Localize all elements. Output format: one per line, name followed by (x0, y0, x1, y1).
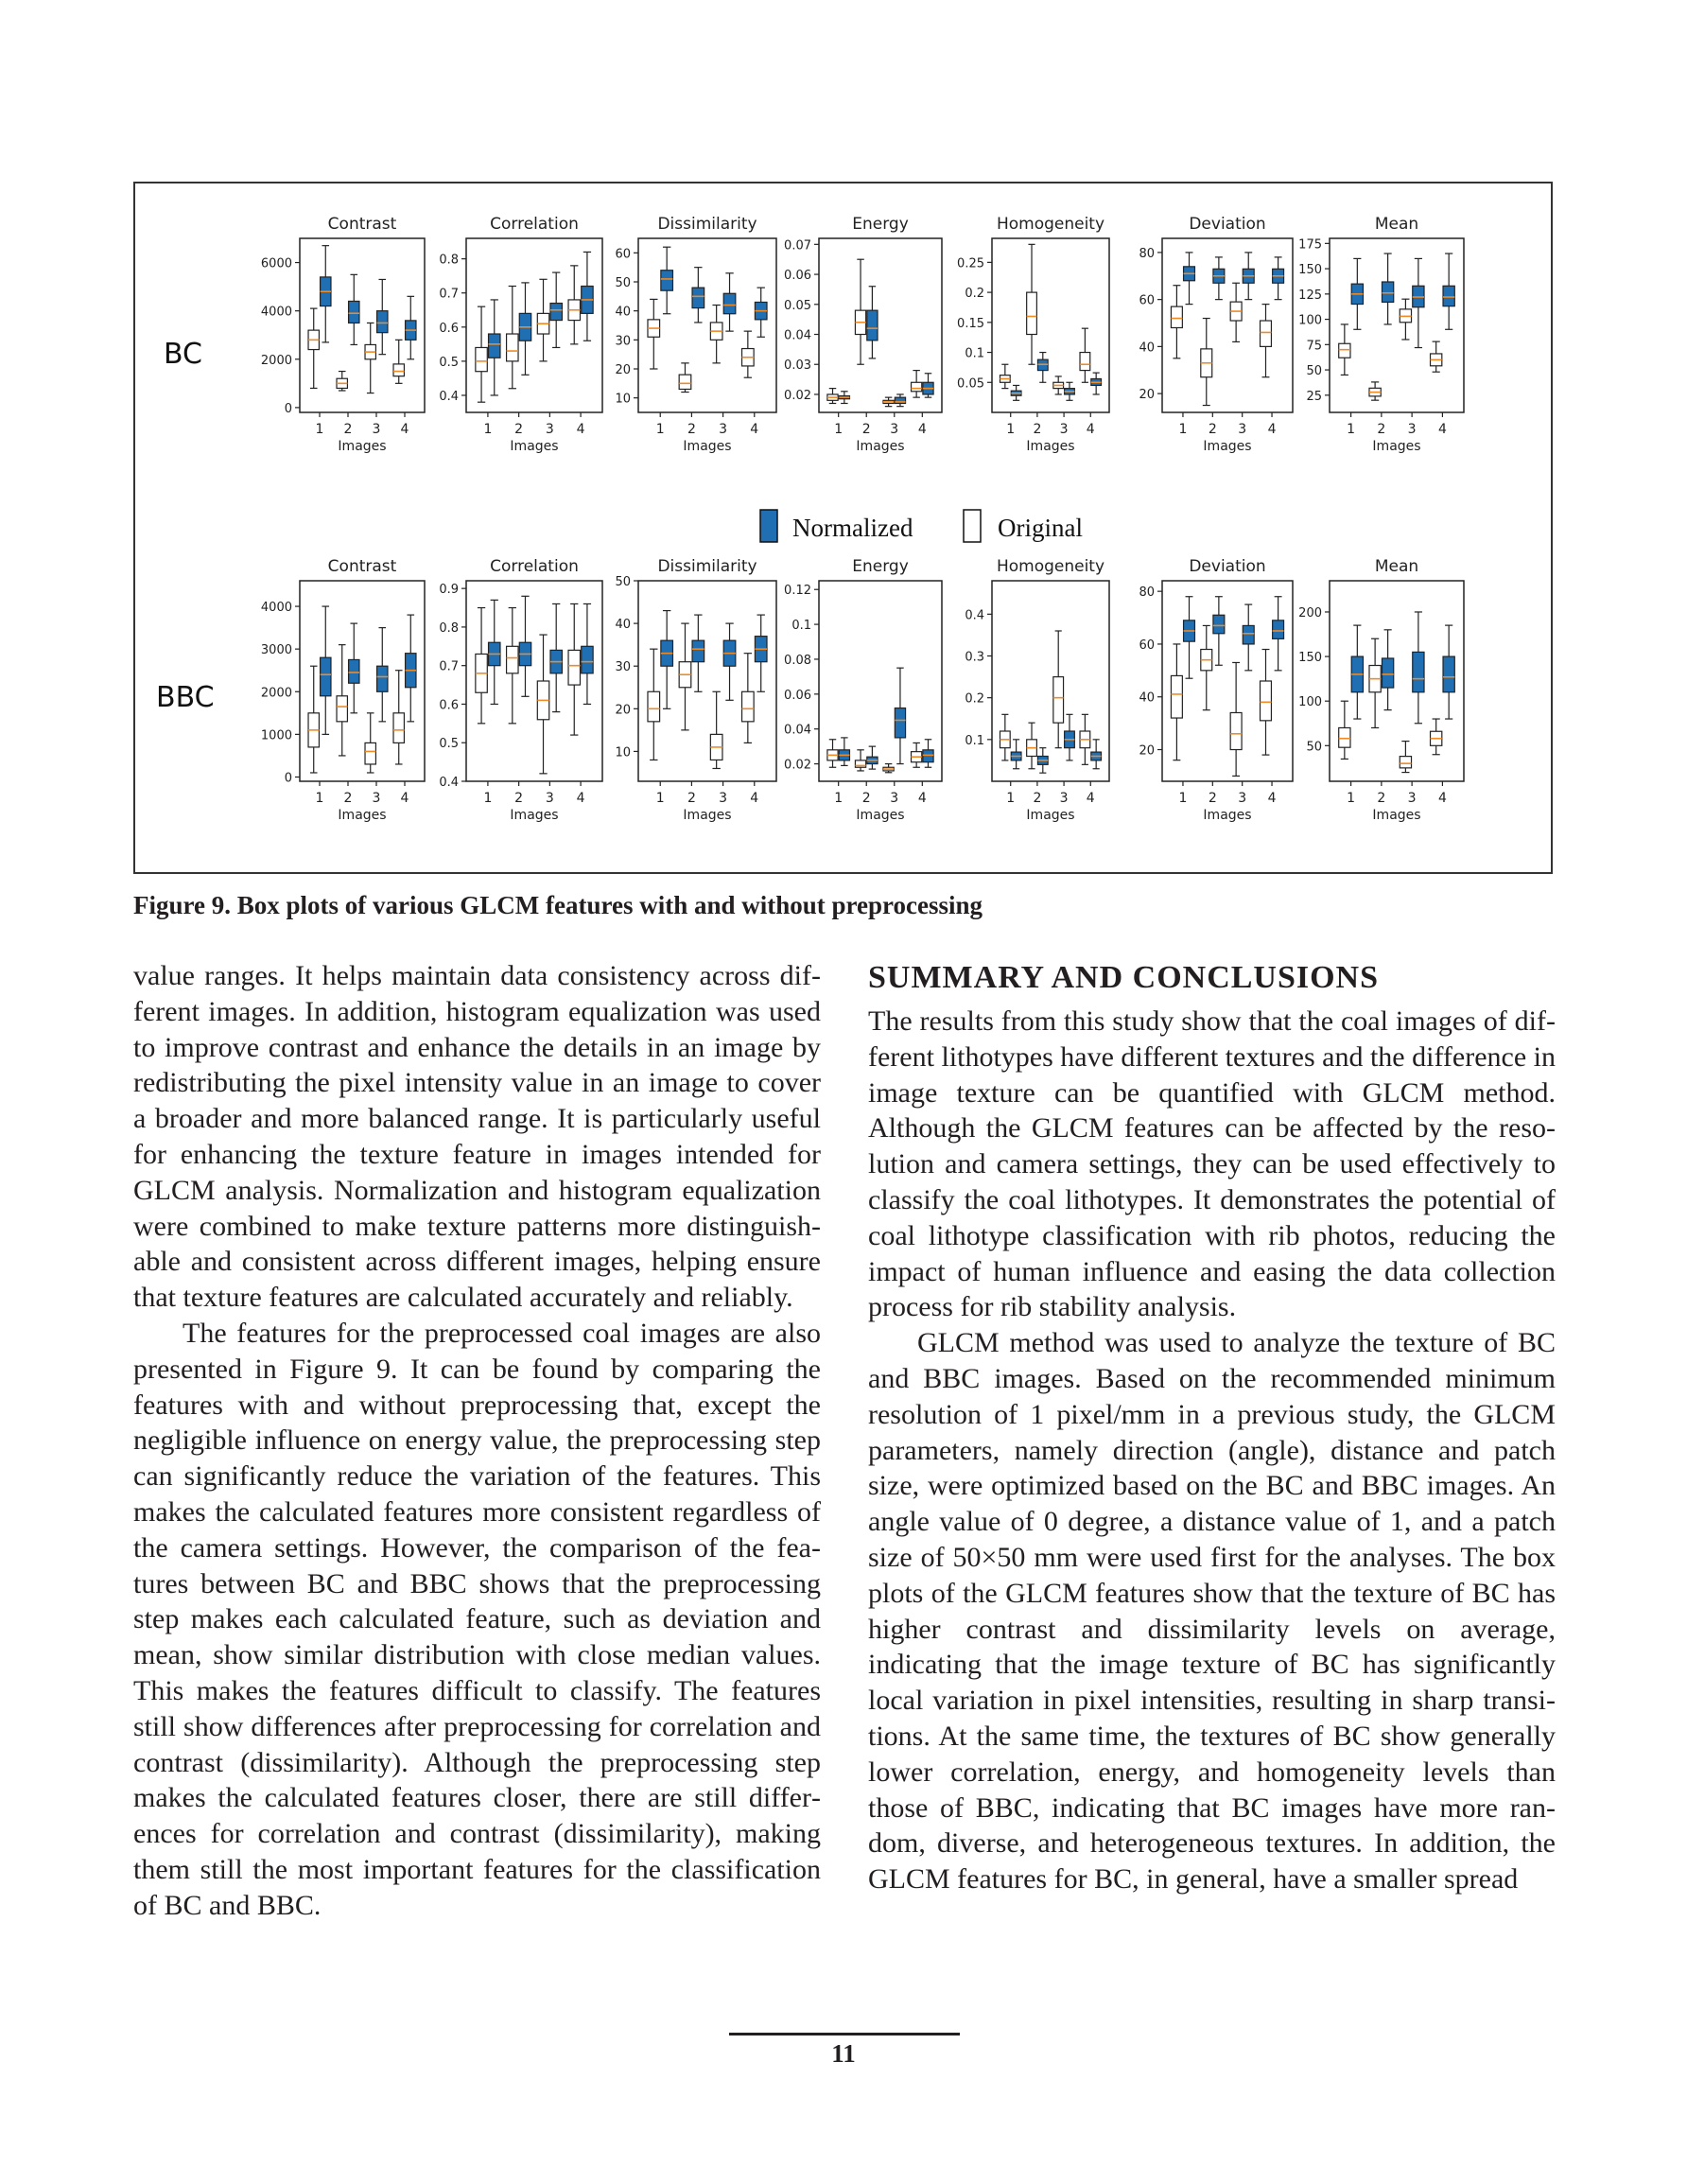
x-tick-label: 4 (400, 791, 409, 806)
row-label-bc: BC (164, 338, 203, 371)
box-body (393, 713, 404, 743)
y-tick-label: 60 (1139, 293, 1155, 308)
box-body (1261, 321, 1272, 346)
y-tick-label: 0.8 (439, 620, 459, 636)
y-tick-label: 0.2 (965, 287, 984, 302)
x-tick-label: 1 (655, 791, 665, 806)
box-body (692, 288, 704, 307)
box-body (1273, 620, 1284, 639)
panel-frame (1330, 238, 1464, 412)
box-body (1443, 656, 1454, 692)
box-body (1171, 675, 1182, 718)
x-tick-label: 1 (655, 422, 665, 437)
y-tick-label: 0.7 (439, 659, 459, 674)
panel-title: Deviation (1189, 557, 1266, 576)
y-tick-label: 6000 (260, 256, 292, 271)
y-tick-label: 0.5 (439, 737, 459, 752)
x-axis-label: Images (856, 808, 905, 823)
x-tick-label: 1 (315, 791, 324, 806)
x-tick-label: 2 (343, 791, 353, 806)
y-tick-label: 3000 (260, 643, 292, 658)
x-tick-label: 1 (1178, 422, 1188, 437)
x-tick-label: 2 (1208, 422, 1217, 437)
box-body (648, 691, 660, 722)
panel-title: Mean (1374, 215, 1419, 234)
body-left-column (133, 958, 821, 1924)
panel-bbc-mean (1298, 557, 1464, 823)
x-tick-label: 3 (1238, 422, 1247, 437)
y-tick-label: 4000 (260, 305, 292, 320)
y-tick-label: 10 (615, 745, 631, 760)
x-tick-label: 4 (1267, 422, 1277, 437)
legend-normalized-label: Normalized (792, 514, 913, 542)
y-tick-label: 0.7 (439, 287, 459, 302)
x-tick-label: 4 (1267, 791, 1277, 806)
y-tick-label: 50 (615, 575, 631, 589)
page-number: 11 (831, 2039, 856, 2068)
y-tick-label: 0.04 (784, 328, 811, 343)
x-axis-label: Images (1203, 439, 1252, 454)
box-body (867, 310, 878, 341)
panel-title: Energy (852, 215, 909, 234)
x-tick-label: 1 (834, 791, 844, 806)
y-tick-label: 0.1 (965, 346, 984, 361)
y-tick-label: 50 (1306, 740, 1322, 755)
x-tick-label: 3 (1238, 791, 1247, 806)
left-paragraph-2: The features for the preprocessed coal images are also presented in Figure 9. It can be found by comparing the features with and without preprocessing that, except the negligible influence on energy value, the preprocessing step can significantly reduce the variation of the features. This makes the calculated features more consistent regardless of the camera settings. However, the comparison of the features between BC and BBC shows that the preprocessing step makes each calculated feature, such as deviation and mean, show similar distribution with close median values. This makes the features difficult to classify. The features still show differences after preprocessing for correlation and contrast (dissimilarity). Although the preprocessing step makes the calculated features closer, there are still differences for correlation and contrast (dissimilarity), making them still the most important features for the classification of BC and BBC. (133, 1317, 821, 1921)
x-tick-label: 2 (861, 791, 871, 806)
box-body (742, 691, 755, 722)
panel-frame (992, 581, 1109, 781)
y-tick-label: 0.4 (439, 776, 459, 790)
panel-title: Homogeneity (996, 557, 1105, 576)
y-tick-label: 0.1 (791, 619, 811, 634)
panel-frame (992, 238, 1109, 412)
y-tick-label: 0.2 (965, 691, 984, 707)
x-tick-label: 3 (1059, 422, 1069, 437)
y-tick-label: 0.08 (784, 653, 811, 668)
y-tick-label: 0 (284, 771, 292, 786)
y-tick-label: 20 (615, 363, 631, 377)
y-tick-label: 25 (1306, 389, 1322, 404)
y-tick-label: 0.25 (957, 256, 984, 271)
x-tick-label: 4 (1086, 422, 1095, 437)
y-tick-label: 80 (1139, 246, 1155, 261)
panel-bc-deviation (1139, 215, 1293, 454)
x-tick-label: 4 (917, 791, 927, 806)
y-tick-label: 100 (1298, 695, 1322, 710)
panel-bbc-deviation (1139, 557, 1293, 823)
panel-bbc-energy (784, 557, 942, 823)
y-tick-label: 30 (615, 334, 631, 349)
x-tick-label: 3 (1407, 422, 1417, 437)
x-axis-label: Images (338, 808, 387, 823)
box-body (895, 708, 905, 738)
box-body (1053, 677, 1064, 724)
box-body (337, 696, 347, 722)
y-tick-label: 10 (615, 392, 631, 407)
y-tick-label: 150 (1298, 651, 1322, 666)
y-tick-label: 0.1 (965, 733, 984, 748)
box-body (1382, 282, 1393, 302)
y-tick-label: 20 (1139, 388, 1155, 403)
panel-title: Correlation (490, 557, 579, 576)
y-tick-label: 0.05 (784, 298, 811, 313)
x-tick-label: 3 (545, 791, 554, 806)
y-tick-label: 40 (615, 618, 631, 633)
box-body (1213, 615, 1225, 634)
x-tick-label: 1 (1347, 422, 1356, 437)
x-tick-label: 4 (1086, 791, 1095, 806)
x-tick-label: 4 (400, 422, 409, 437)
panel-bc-homogeneity (957, 215, 1109, 454)
box-body (507, 646, 518, 673)
row-label-bbc: BBC (156, 681, 215, 714)
panel-bc-contrast (261, 215, 425, 454)
box-body (692, 640, 704, 662)
legend-original-swatch (964, 510, 981, 542)
y-tick-label: 0.05 (957, 376, 984, 392)
y-tick-label: 125 (1298, 288, 1322, 303)
x-tick-label: 4 (1437, 422, 1447, 437)
figure-legend (760, 510, 1083, 542)
x-tick-label: 4 (1437, 791, 1447, 806)
y-tick-label: 50 (615, 276, 631, 290)
x-tick-label: 4 (917, 422, 927, 437)
x-tick-label: 4 (750, 791, 759, 806)
y-tick-label: 2000 (260, 353, 292, 368)
x-axis-label: Images (1203, 808, 1252, 823)
legend-original-label: Original (998, 514, 1083, 542)
y-tick-label: 0.3 (965, 650, 984, 665)
y-tick-label: 0.06 (784, 269, 811, 284)
y-tick-label: 60 (615, 247, 631, 262)
x-tick-label: 4 (576, 422, 585, 437)
box-body (476, 347, 487, 371)
box-body (349, 301, 359, 323)
box-body (489, 334, 500, 358)
x-tick-label: 1 (315, 422, 324, 437)
section-heading: SUMMARY AND CONCLUSIONS (868, 960, 1380, 995)
y-tick-label: 80 (1139, 585, 1155, 601)
right-paragraph-1: The results from this study show that the coal images of different lithotypes have different textures and the difference in image texture can be quantified with GLCM method. Although the GLCM features can be affected by the resolution and camera settings, they can be used effectively to classify the coal lithotypes. It demonstrates the potential of coal lithotype classification with rib photos, reducing the impact of human influence and easing the data collection process for rib stability analysis. (868, 1005, 1556, 1323)
body-right-column (868, 958, 1556, 1897)
x-axis-label: Images (338, 439, 387, 454)
footer-rule (729, 2033, 960, 2035)
x-tick-label: 2 (1033, 791, 1042, 806)
y-tick-label: 2000 (260, 686, 292, 701)
y-tick-label: 0.6 (439, 321, 459, 336)
x-tick-label: 3 (372, 791, 381, 806)
y-tick-label: 20 (1139, 743, 1155, 759)
x-tick-label: 3 (1059, 791, 1069, 806)
y-tick-label: 50 (1306, 364, 1322, 379)
x-tick-label: 1 (1347, 791, 1356, 806)
y-tick-label: 0.06 (784, 688, 811, 703)
y-tick-label: 40 (1139, 341, 1155, 356)
y-tick-label: 0.9 (439, 583, 459, 598)
y-tick-label: 0.02 (784, 388, 811, 403)
x-tick-label: 4 (750, 422, 759, 437)
x-tick-label: 2 (1208, 791, 1217, 806)
y-tick-label: 100 (1298, 313, 1322, 328)
box-body (1243, 625, 1254, 644)
panel-frame (638, 581, 776, 781)
x-tick-label: 2 (1377, 422, 1386, 437)
panel-title: Contrast (327, 557, 397, 576)
box-body (923, 750, 933, 762)
left-paragraph-1: value ranges. It helps maintain data consistency across different images. In addition, histogram equalization was used to improve contrast and enhance the details in an image by redistributing the pixel intensity value in an image to cover a broader and more balanced range. It is particularly useful for enhancing the texture feature in images intended for GLCM analysis. Normalization and histogram equalization were combined to make texture patterns more distinguishable and consistent across different images, helping ensure that texture features are calculated accurately and reliably. (133, 960, 821, 1314)
box-body (723, 293, 736, 313)
box-body (1400, 757, 1411, 768)
x-tick-label: 1 (1178, 791, 1188, 806)
panel-bc-correlation (439, 215, 602, 454)
y-tick-label: 0.5 (439, 355, 459, 370)
y-tick-label: 20 (615, 703, 631, 718)
x-axis-label: Images (510, 439, 559, 454)
y-tick-label: 40 (615, 305, 631, 320)
box-body (377, 666, 388, 691)
box-body (365, 743, 375, 764)
y-tick-label: 0.07 (784, 238, 811, 253)
box-body (568, 650, 580, 685)
y-tick-label: 150 (1298, 263, 1322, 278)
panel-bc-energy (784, 215, 942, 454)
y-tick-label: 175 (1298, 237, 1322, 253)
box-body (1027, 292, 1037, 334)
x-tick-label: 2 (1377, 791, 1386, 806)
y-tick-label: 75 (1306, 339, 1322, 354)
figure-frame (133, 182, 1553, 874)
box-body (1080, 353, 1090, 371)
y-tick-label: 0.6 (439, 698, 459, 713)
y-tick-label: 60 (1139, 638, 1155, 653)
panel-title: Dissimilarity (657, 557, 757, 576)
panel-bbc-dissimilarity (615, 557, 776, 823)
x-tick-label: 2 (861, 422, 871, 437)
box-body (1443, 286, 1454, 306)
y-tick-label: 0.03 (784, 358, 811, 374)
panel-bc-mean (1298, 215, 1464, 454)
panel-bc-dissimilarity (615, 215, 776, 454)
x-tick-label: 1 (1006, 791, 1016, 806)
box-body (377, 311, 388, 333)
panel-bbc-correlation (439, 557, 602, 823)
x-axis-label: Images (1372, 439, 1421, 454)
x-tick-label: 2 (687, 422, 696, 437)
right-paragraph-2: GLCM method was used to analyze the texture of BC and BBC images. Based on the recommended minimum resolution of 1 pixel/mm in a previous study, the GLCM parameters, namely direction (angle), distance and patch size, were optimized based on the BC and BBC images. An angle value of 0 degree, a distance value of 1, and a patch size of 50×50 mm were used first for the analyses. The box plots of the GLCM features show that the texture of BC has higher contrast and dissimilarity levels on average, indicating that the image texture of BC has significantly local variation in pixel intensities, resulting in sharp transitions. At the same time, the textures of BC show generally lower correlation, energy, and homogeneity levels than those of BBC, indicating that BC images have more random, diverse, and heterogeneous textures. In addition, the GLCM features for BC, in general, have a smaller spread (868, 1327, 1556, 1896)
figure-caption: Figure 9. Box plots of various GLCM features with and without preprocessing (133, 891, 983, 919)
panel-title: Dissimilarity (657, 215, 757, 234)
x-tick-label: 2 (514, 791, 524, 806)
panel-title: Deviation (1189, 215, 1266, 234)
x-axis-label: Images (683, 439, 732, 454)
x-tick-label: 1 (834, 422, 844, 437)
y-tick-label: 0.4 (439, 389, 459, 404)
box-body (1382, 658, 1393, 688)
y-tick-label: 0.04 (784, 723, 811, 738)
y-tick-label: 40 (1139, 690, 1155, 706)
box-body (1339, 343, 1350, 358)
box-body (550, 304, 562, 321)
y-tick-label: 0 (284, 401, 292, 416)
panel-title: Homogeneity (996, 215, 1105, 234)
x-tick-label: 3 (545, 422, 554, 437)
panel-bbc-contrast (261, 557, 425, 823)
x-tick-label: 3 (372, 422, 381, 437)
box-body (661, 271, 673, 290)
panel-bbc-homogeneity (965, 557, 1109, 823)
y-tick-label: 4000 (260, 601, 292, 616)
box-body (1171, 306, 1182, 327)
x-axis-label: Images (683, 808, 732, 823)
x-tick-label: 3 (719, 422, 728, 437)
x-tick-label: 3 (890, 422, 899, 437)
box-body (1413, 652, 1424, 691)
x-tick-label: 2 (687, 791, 696, 806)
panel-title: Correlation (490, 215, 579, 234)
panel-title: Contrast (327, 215, 397, 234)
x-axis-label: Images (1026, 808, 1075, 823)
x-tick-label: 3 (890, 791, 899, 806)
figure-box-plots (135, 183, 1551, 872)
box-body (1230, 712, 1242, 749)
x-tick-label: 1 (483, 791, 493, 806)
y-tick-label: 1000 (260, 728, 292, 743)
x-tick-label: 1 (483, 422, 493, 437)
x-axis-label: Images (1372, 808, 1421, 823)
box-body (1339, 727, 1350, 747)
y-tick-label: 0.12 (784, 584, 811, 599)
x-tick-label: 2 (343, 422, 353, 437)
y-tick-label: 0.02 (784, 758, 811, 773)
y-tick-label: 0.8 (439, 253, 459, 268)
box-body (507, 334, 518, 361)
y-tick-label: 200 (1298, 605, 1322, 620)
y-tick-label: 0.15 (957, 316, 984, 331)
box-body (912, 382, 922, 392)
x-tick-label: 4 (576, 791, 585, 806)
legend-normalized-swatch (760, 510, 777, 542)
x-tick-label: 1 (1006, 422, 1016, 437)
panel-title: Energy (852, 557, 909, 576)
y-tick-label: 0.4 (965, 608, 984, 623)
x-axis-label: Images (510, 808, 559, 823)
x-tick-label: 3 (719, 791, 728, 806)
x-tick-label: 3 (1407, 791, 1417, 806)
panel-title: Mean (1374, 557, 1419, 576)
x-axis-label: Images (1026, 439, 1075, 454)
y-tick-label: 30 (615, 660, 631, 675)
box-body (582, 646, 593, 673)
x-tick-label: 2 (1033, 422, 1042, 437)
box-body (1261, 681, 1272, 721)
x-tick-label: 2 (514, 422, 524, 437)
box-body (679, 375, 691, 389)
box-body (349, 659, 359, 683)
panel-frame (466, 238, 602, 412)
box-body (393, 364, 404, 376)
box-body (321, 657, 331, 696)
x-axis-label: Images (856, 439, 905, 454)
